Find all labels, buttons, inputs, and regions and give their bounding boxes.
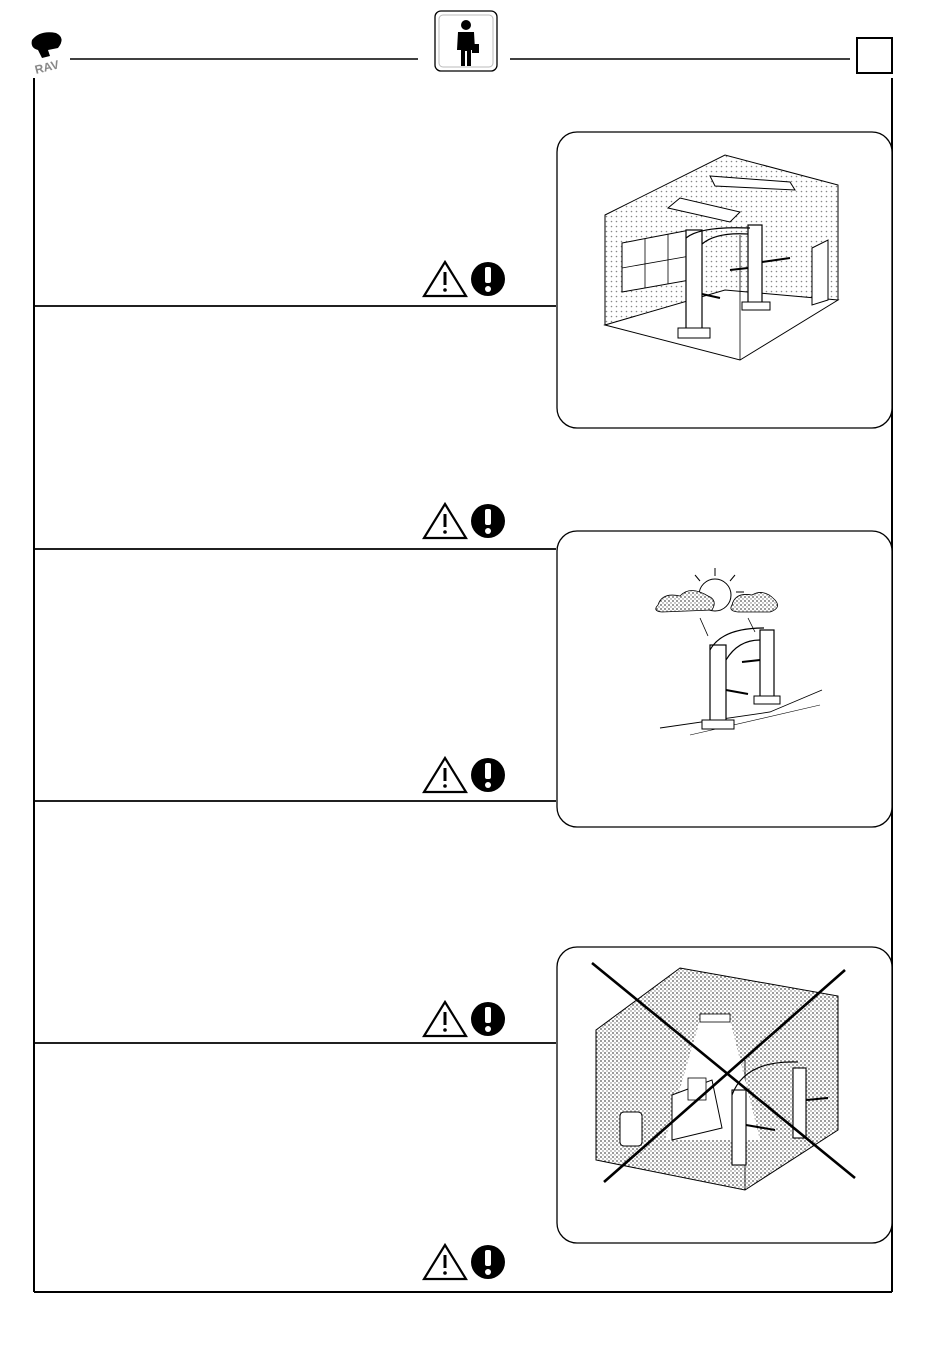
illustration-hazard-room (557, 947, 892, 1243)
section-4-warning (424, 1002, 505, 1036)
exclamation-circle-icon (471, 1245, 505, 1279)
businessman-badge (435, 11, 497, 71)
exclamation-circle-icon (471, 262, 505, 296)
illustration-indoor-lift (557, 132, 892, 428)
section-2-warning (424, 504, 505, 538)
warning-triangle-icon (424, 504, 466, 538)
page-number-box (857, 38, 892, 73)
exclamation-circle-icon (471, 758, 505, 792)
warning-triangle-icon (424, 758, 466, 792)
warning-triangle-icon (424, 1245, 466, 1279)
warning-triangle-icon (424, 262, 466, 296)
illustration-outdoor-lift (557, 531, 892, 827)
section-5-warning (424, 1245, 505, 1279)
exclamation-circle-icon (471, 1002, 505, 1036)
warning-triangle-icon (424, 1002, 466, 1036)
section-1-warning (424, 262, 505, 296)
svg-text:RAV: RAV (33, 57, 61, 77)
section-3-warning (424, 758, 505, 792)
brand-logo (32, 32, 62, 77)
exclamation-circle-icon (471, 504, 505, 538)
